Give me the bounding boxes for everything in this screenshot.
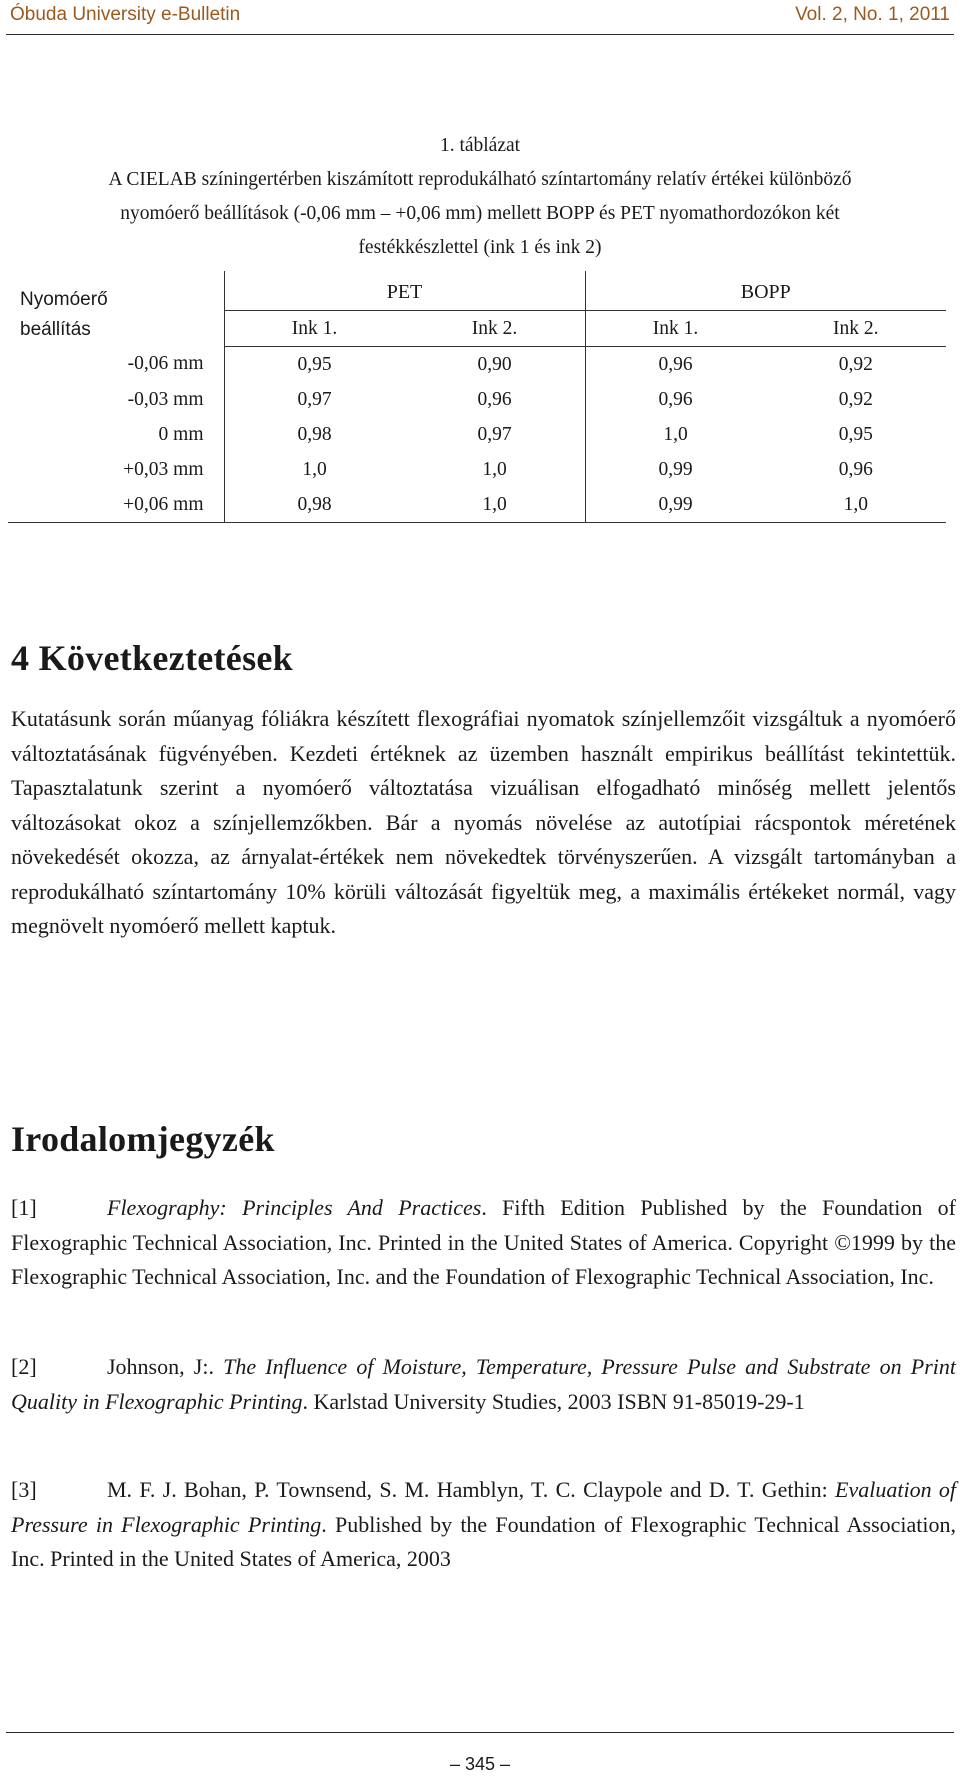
cell: 0,90 [405,347,586,383]
reference-item [11,1473,956,1577]
cell: 0,96 [658,388,693,410]
subheader: Ink 1. [224,311,405,347]
cell: 1,0 [302,458,327,480]
reference-title: Flexography: Principles And Practices [107,1195,482,1220]
subheader: Ink 2. [405,311,586,347]
stub-header-line: Nyomóerő [20,289,108,310]
cell: 0,92 [838,388,873,410]
cell: 0,98 [224,487,405,523]
stub-header [8,271,224,347]
cell: 1,0 [766,487,947,523]
group-header-bopp: BOPP [585,271,946,311]
table-number: 1. táblázat [439,135,521,156]
cell: 0,97 [297,388,332,410]
group-header-pet: PET [224,271,585,311]
row-label: +0,06 mm [8,487,224,523]
running-header [6,0,954,35]
conclusions-paragraph: Kutatásunk során műanyag fóliákra készített flexográfiai nyomatok színjellemzőit vizsgáltuk a nyomóerő változtatásának fügvényében. Kezdeti értéknek az üzemben használt empirikus beállítást tekintettük. Tapasztalatunk szerint a nyomóerő változtatása vizuálisan elfogadható minőség mellett jelentős változásokat okoz a színjellemzőkben. Bár a nyomás növelése az autotípiai rácspontok méretének növekedését okozza, az árnyalat-értékek nem növekedtek törvényszerűen. A vizsgált tartományban a reprodukálható színtartomány 10% körüli változását figyeltük meg, a maximális értékeket normál, vagy megnövelt nyomóerő mellett kaptuk. [11,706,956,938]
cell: 0,98 [297,423,332,445]
reference-authors: Johnson, J:. [107,1354,224,1379]
reference-item [11,1350,956,1419]
cell: 0,97 [405,417,586,452]
cell: 0,99 [585,487,766,523]
reference-number: [3] [11,1477,37,1502]
reference-title: The Influence of Moisture, Temperature, Pressure Pulse and Substrate on Print Quality in Flexographic Printing [11,1354,956,1414]
stub-header-line: beállítás [20,319,91,340]
reference-item [11,1191,956,1295]
cell: 0,95 [297,353,332,375]
cell: 0,96 [405,382,586,417]
gamut-table [8,271,946,523]
cell: 0,96 [838,458,873,480]
reference-number: [1] [11,1195,37,1220]
page-number: – 345 – [449,1754,511,1774]
reference-authors: M. F. J. Bohan, P. Townsend, S. M. Hamblyn, T. C. Claypole and D. T. Gethin: [107,1477,836,1502]
reference-details: . Fifth Edition Published by the Foundation of Flexographic Technical Association, Inc. Printed in the United States of America. Copyright ©1999 by the Flexographic Technical Association, Inc. and the Foundation of Flexographic Technical Association, Inc. [11,1195,956,1289]
reference-details: . Published by the Foundation of Flexographic Technical Association, Inc. Printed in the United States of America, 2003 [11,1511,956,1571]
cell: 0,92 [838,353,873,375]
cell: 0,99 [658,458,693,480]
table-row [8,452,946,487]
table-caption [20,129,940,265]
reference-title: Evaluation of Pressure in Flexographic Printing [11,1477,956,1537]
reference-details: . Karlstad University Studies, 2003 ISBN 91-85019-29-1 [302,1388,805,1414]
cell: 1,0 [663,423,688,445]
caption-line: nyomóerő beállítások (-0,06 mm – +0,06 mm) mellett BOPP és PET nyomathordozókon két [120,203,840,224]
row-label: 0 mm [8,417,224,452]
caption-line: festékkészlettel (ink 1 és ink 2) [358,237,602,258]
table-row [8,347,946,383]
journal-name: Óbuda University e-Bulletin [10,4,241,25]
section-heading-references: Irodalomjegyzék [11,1119,275,1159]
subheader: Ink 2. [766,311,947,347]
subheader: Ink 1. [585,311,766,347]
cell: 0,96 [658,353,693,375]
cell: 1,0 [405,452,586,487]
reference-number: [2] [11,1354,37,1379]
row-label: +0,03 mm [8,452,224,487]
table-row [8,417,946,452]
footer-rule [6,1732,954,1733]
volume-info: Vol. 2, No. 1, 2011 [795,4,950,25]
table-row [8,382,946,417]
cell: 1,0 [405,487,586,523]
caption-line: A CIELAB színingertérben kiszámított reprodukálható színtartomány relatív értékei különböző [108,169,852,190]
row-label: -0,06 mm [8,347,224,383]
cell: 0,95 [838,423,873,445]
section-heading-conclusions: 4 Következtetések [11,638,293,678]
table-row [8,487,946,523]
row-label: -0,03 mm [8,382,224,417]
